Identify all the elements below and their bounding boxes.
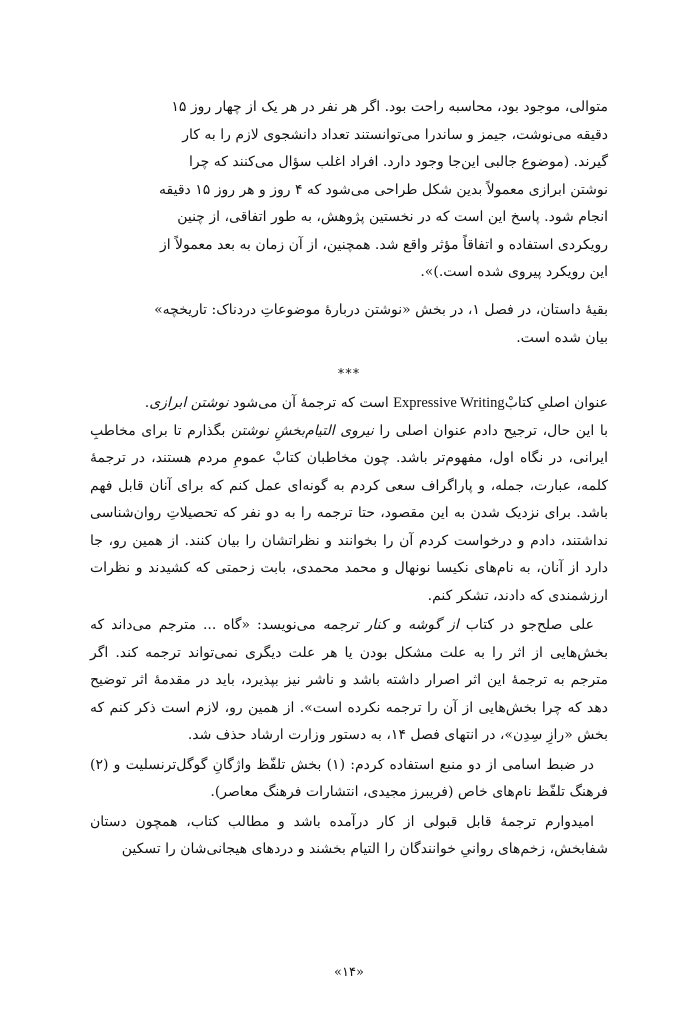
original-title: Expressive Writing <box>393 395 505 411</box>
text-span: علی صلح‌جو در کتاب <box>458 617 595 633</box>
text-span: . <box>144 395 150 411</box>
paragraph-audience <box>90 418 608 611</box>
text-line: بیان شده است. <box>516 329 608 346</box>
text-line: متوالی، موجود بود، محاسبه راحت بود. اگر هر نفر در هر یک از چهار روز ۱۵ <box>171 99 608 115</box>
italic-title: از گوشه و کنار ترجمه <box>322 617 459 633</box>
paragraph-omission <box>90 612 608 750</box>
story-reference-paragraph <box>90 297 608 352</box>
paragraph-title-note <box>90 390 608 418</box>
text-line: دقیقه می‌نوشت، جیمز و ساندرا می‌توانستند تعداد دانشجوی لازم را به کار <box>182 126 608 143</box>
text-span: عنوان اصلیِ کتابْ <box>504 395 608 411</box>
text-line: بقیهٔ داستان، در فصل ۱، در بخش «نوشتن دربارهٔ موضوعاتِ دردناک: تاریخچه» <box>154 302 608 318</box>
section-separator: *** <box>337 367 361 382</box>
text-line: انجام شود. پاسخ این است که در نخستین پژوهش، به طور اتفاقی، از چنین <box>177 209 608 225</box>
text-line: نوشتن ابرازی معمولاً بدین شکل طراحی می‌شود که ۴ روز و هر روز ۱۵ دقیقه <box>159 181 608 198</box>
text-line: گیرند. (موضوع جالبی این‌جا وجود دارد. افراد اغلب سؤال می‌کنند که چرا <box>189 154 608 170</box>
text-line: این رویکرد پیروی شده است.)». <box>420 264 608 280</box>
text-span: می‌نویسد: «گاه ... مترجم می‌داند که بخش‌هایی از اثر را به علت مشکل بودن یا هر علت دیگری نمی‌تواند ترجمه کند. اگر مترجم به ترجمهٔ این اثر اصرار داشته باشد و ناشر نیز بپذیرد، باید در مقدمهٔ اثر توضیح دهد که چرا بخش‌هایی از آن را ترجمه نکرده است». از همین رو، لازم است ذکر کنم که بخش «رازِ سِدِن»، در انتهای فصل ۱۴، به دستور وزارت ارشاد حذف شد. <box>90 617 608 743</box>
page-number: «۱۴» <box>334 965 364 980</box>
paragraph-sources: در ضبط اسامی از دو منبع استفاده کردم: (۱) بخش تلفّظ واژگانِ گوگل‌ترنسلیت و (۲) فرهنگ تلفّظ نام‌های خاص (فریبرز مجیدی، انتشارات فرهنگ معاصر). <box>90 756 608 800</box>
text-span: با این حال، ترجیح دادم عنوان اصلی را <box>373 422 609 439</box>
text-line: رویکردی استفاده و اتفاقاً مؤثر واقع شد. همچنین، از آن زمان به بعد معمولاً از <box>159 236 608 253</box>
italic-title: نوشتن ابرازی <box>149 395 229 411</box>
paragraph-closing: امیدوارم ترجمهٔ قابل قبولی از کار درآمده باشد و مطالب کتاب، همچون دستان شفابخش، زخم‌های روانیِ خوانندگان را التیام بخشند و دردهای هیجانی‌شان را تسکین <box>90 813 608 857</box>
translator-note <box>90 390 608 864</box>
italic-title: نیروی التیام‌بخشِ نوشتن <box>230 422 374 439</box>
text-span: است که ترجمهٔ آن می‌شود <box>228 395 394 411</box>
text-span: بگذارم تا برای مخاطبِ ایرانی، در نگاه اول، مفهوم‌تر باشد. چون مخاطبان کتابْ عمومِ مردم هستند، در ترجمهٔ کلمه، عبارت، جمله، و پاراگراف سعی کردم به گونه‌ای عمل کنم که برای آنان قابل فهم باشد. برای نزدیک شدن به این مقصود، حتا ترجمه را به دو نفر که تحصیلاتِ روان‌شناسی نداشتند، دادم و درخواست کردم آن را بخوانند و نظراتشان را بیان کنند. از همین رو، جا دارد از آنان، به نام‌های نکیسا نونهال و محمد محمدی، بابت زحمتی که کشیدند و نظرات ارزشمندی که دادند، تشکر کنم. <box>90 422 608 604</box>
quote-continuation <box>90 94 608 287</box>
